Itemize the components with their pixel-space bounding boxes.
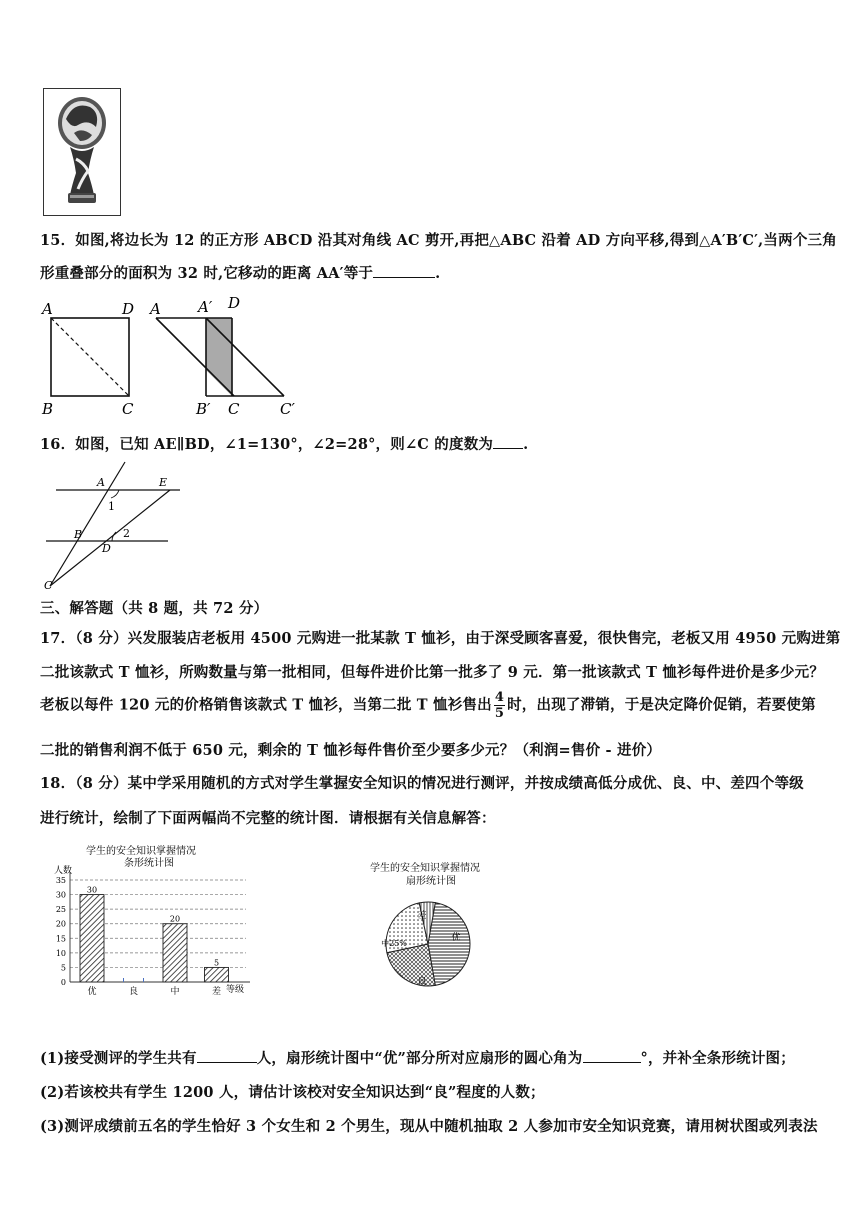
bar-data-label: 5 bbox=[213, 958, 220, 968]
pie-chart-title: 学生的安全知识掌握情况 bbox=[370, 863, 480, 874]
bar-y-tick-label: 0 bbox=[60, 978, 66, 987]
q15-line2-post: . bbox=[435, 265, 441, 282]
q18-line2: 进行统计，绘制了下面两幅尚不完整的统计图．请根据有关信息解答： bbox=[40, 810, 496, 827]
q18-sub1-b: 人，扇形统计图中“优”部分所对应扇形的圆心角为 bbox=[256, 1050, 583, 1067]
q18-total-blank[interactable] bbox=[197, 1062, 257, 1063]
q18-sub1-c: °，并补全条形统计图； bbox=[640, 1050, 795, 1067]
q15-label-B-prime: B′ bbox=[196, 400, 211, 418]
trophy-image-frame bbox=[43, 88, 121, 216]
q18-sub1 bbox=[40, 1047, 795, 1068]
bar-差 bbox=[205, 967, 229, 982]
bar-优 bbox=[80, 895, 104, 982]
q16-figure bbox=[40, 458, 190, 592]
q15-label-A-2: A bbox=[150, 300, 161, 318]
q18-sub2: (2)若该校共有学生 1200 人，请估计该校对安全知识达到“良”程度的人数； bbox=[40, 1084, 545, 1101]
q15-answer-blank[interactable] bbox=[373, 277, 435, 278]
section-3-heading: 三、解答题（共 8 题，共 72 分） bbox=[40, 600, 269, 617]
q15-figure bbox=[38, 292, 308, 418]
q16-label-B: B bbox=[74, 528, 83, 541]
bar-chart-subtitle: 条形统计图 bbox=[124, 858, 174, 869]
q16-angle-2: 2 bbox=[123, 527, 130, 540]
q16-angle-1: 1 bbox=[108, 500, 115, 513]
q15-label-C-2: C bbox=[228, 400, 240, 418]
bar-data-label: 20 bbox=[169, 914, 181, 924]
q17-frac-num: 4 bbox=[494, 690, 505, 705]
q15-label-A: A bbox=[42, 300, 53, 318]
q16-text-pre: 16．如图，已知 AE∥BD，∠1=130°，∠2=28°，则∠C 的度数为 bbox=[40, 436, 494, 453]
bar-x-tick-label: 优 bbox=[87, 987, 97, 997]
q18-angle-blank[interactable] bbox=[583, 1062, 641, 1063]
q15-label-C-prime: C′ bbox=[280, 400, 295, 418]
q17-line2: 二批该款式 T 恤衫，所购数量与第一批相同，但每件进价比第一批多了 9 元．第一批该款式 T 恤衫每件进价是多少元？ bbox=[40, 664, 825, 681]
pie-slice-label: 优 bbox=[451, 933, 461, 943]
bar-x-tick-label: 良 bbox=[128, 987, 139, 997]
q15-label-A-prime: A′ bbox=[198, 298, 213, 316]
pie-slice-label: 差 bbox=[417, 911, 427, 921]
q15-label-C: C bbox=[122, 400, 134, 418]
bar-y-tick-label: 35 bbox=[55, 876, 66, 885]
pie-slice-label: 中25% bbox=[381, 939, 407, 948]
q15-line2 bbox=[40, 262, 440, 283]
trophy-icon bbox=[44, 89, 120, 215]
q17-line3-pre: 老板以每件 120 元的价格销售该款式 T 恤衫，当第二批 T 恤衫售出 bbox=[40, 696, 492, 714]
bar-y-tick-label: 5 bbox=[60, 963, 66, 973]
q16-answer-blank[interactable] bbox=[493, 448, 523, 449]
bar-中 bbox=[163, 924, 187, 982]
pie-slice-0 bbox=[428, 903, 470, 986]
bar-chart-ylabel: 人数 bbox=[54, 866, 73, 876]
q17-line3-post: 时，出现了滞销，于是决定降价促销，若要使第 bbox=[507, 696, 816, 714]
bar-x-tick-label: 中 bbox=[170, 987, 180, 997]
q15-overlap-region bbox=[206, 318, 232, 396]
q17-line3 bbox=[40, 690, 816, 721]
bar-chart-xlabel: 等级 bbox=[226, 985, 245, 995]
pie-chart-subtitle: 扇形统计图 bbox=[406, 876, 456, 887]
q18-sub3: (3)测评成绩前五名的学生恰好 3 个女生和 2 个男生，现从中随机抽取 2 人参加市安全知识竞赛，请用树状图或列表法 bbox=[40, 1118, 818, 1135]
pie-chart bbox=[360, 858, 510, 1003]
bar-y-tick-label: 15 bbox=[55, 934, 66, 944]
q16-label-C: C bbox=[44, 579, 53, 592]
bar-chart bbox=[46, 840, 276, 1005]
bar-y-tick-label: 30 bbox=[55, 890, 66, 900]
bar-x-tick-label: 差 bbox=[211, 987, 222, 997]
q17-fraction bbox=[494, 690, 505, 721]
q16-label-E: E bbox=[159, 476, 168, 489]
q17-frac-den: 5 bbox=[494, 706, 505, 721]
bar-y-tick-label: 10 bbox=[55, 948, 66, 958]
q15-line1: 15．如图,将边长为 12 的正方形 ABCD 沿其对角线 AC 剪开,再把△ABC 沿着 AD 方向平移,得到△A′B′C′,当两个三角 bbox=[40, 232, 837, 249]
q17-line1: 17．（8 分）兴发服装店老板用 4500 元购进一批某款 T 恤衫，由于深受顾客喜爱，很快售完，老板又用 4950 元购进第 bbox=[40, 630, 841, 647]
bar-data-label: 30 bbox=[86, 885, 98, 895]
q18-sub1-a: (1)接受测评的学生共有 bbox=[40, 1050, 197, 1067]
q15-line2-pre: 形重叠部分的面积为 32 时,它移动的距离 AA′等于 bbox=[40, 265, 374, 282]
q15-label-D: D bbox=[122, 300, 135, 318]
q16-label-A: A bbox=[97, 476, 105, 489]
q17-line4: 二批的销售利润不低于 650 元，剩余的 T 恤衫每件售价至少要多少元？（利润=售价 - 进价） bbox=[40, 742, 662, 759]
q15-label-D-2: D bbox=[228, 294, 241, 312]
q16-label-D: D bbox=[102, 542, 111, 555]
bar-y-tick-label: 25 bbox=[55, 905, 66, 915]
q15-label-B: B bbox=[42, 400, 54, 418]
bar-y-tick-label: 20 bbox=[55, 919, 66, 929]
q18-line1: 18．（8 分）某中学采用随机的方式对学生掌握安全知识的情况进行测评，并按成绩高低分成优、良、中、差四个等级 bbox=[40, 775, 804, 792]
pie-slice-label: 良 bbox=[417, 977, 427, 987]
bar-chart-title: 学生的安全知识掌握情况 bbox=[86, 846, 196, 857]
q16-text bbox=[40, 433, 528, 454]
q16-text-post: . bbox=[523, 436, 529, 453]
